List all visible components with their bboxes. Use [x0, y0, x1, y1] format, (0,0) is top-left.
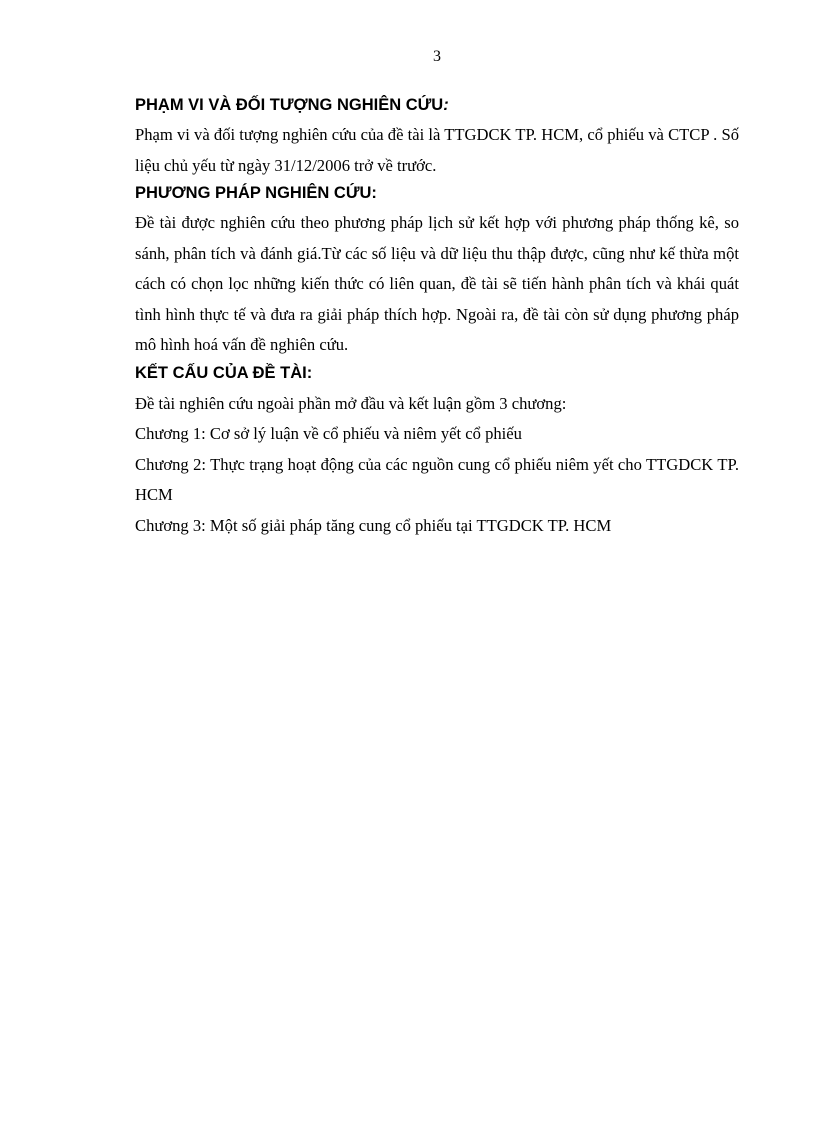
section-heading-scope-colon: :: [443, 96, 449, 114]
chapter-3: Chương 3: Một số giải pháp tăng cung cổ phiếu tại TTGDCK TP. HCM: [135, 515, 612, 535]
scope-paragraph: Phạm vi và đối tượng nghiên cứu của đề tài là TTGDCK TP. HCM, cổ phiếu và CTCP . Số liệu chủ yếu từ ngày 31/12/2006 trở về trước.: [135, 125, 739, 175]
chapter-1: Chương 1: Cơ sở lý luận về cổ phiếu và niêm yết cổ phiếu: [135, 424, 522, 443]
section-heading-method: PHƯƠNG PHÁP NGHIÊN CỨU:: [135, 184, 377, 202]
structure-intro: Đề tài nghiên cứu ngoài phần mở đầu và kết luận gồm 3 chương:: [135, 393, 567, 413]
section-heading-structure: KẾT CẤU CỦA ĐỀ TÀI:: [135, 363, 313, 382]
page-number: 3: [433, 48, 441, 65]
method-paragraph: Đề tài được nghiên cứu theo phương pháp lịch sử kết hợp với phương pháp thống kê, so sánh, phân tích và đánh giá.Từ các số liệu và dữ liệu thu thập được, cũng như kế thừa một cách có chọn lọc những kiến thức có liên quan, đề tài sẽ tiến hành phân tích và khái quát tình hình thực tế và đưa ra giải pháp thích hợp. Ngoài ra, đề tài còn sử dụng phương pháp mô hình hoá vấn đề nghiên cứu.: [135, 213, 739, 354]
page-content: [135, 93, 739, 541]
chapter-2: Chương 2: Thực trạng hoạt động của các nguồn cung cổ phiếu niêm yết cho TTGDCK TP. HCM: [135, 454, 739, 504]
section-heading-scope: [135, 93, 739, 117]
section-heading-scope-text: PHẠM VI VÀ ĐỐI TƯỢNG NGHIÊN CỨU: [135, 96, 444, 114]
